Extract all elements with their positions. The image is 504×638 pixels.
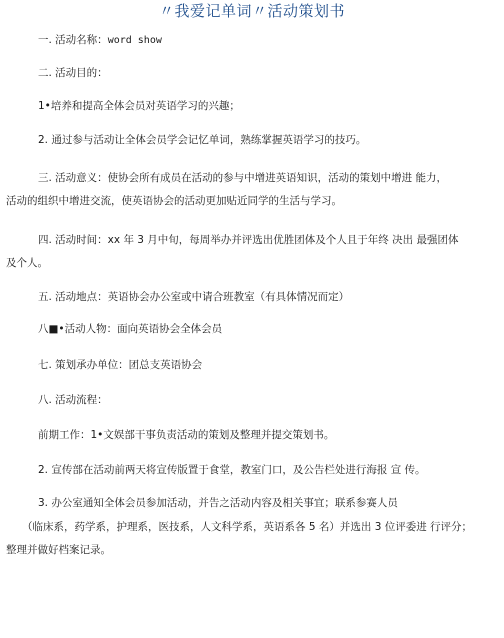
section-4-time-line-1: 四. 活动时间：xx 年 3 月中旬，每周举办并评选出优胜团体及个人且于年终 决出 最强团体 xyxy=(38,234,459,246)
purpose-item-1: 1•培养和提高全体会员对英语学习的兴趣； xyxy=(38,100,240,112)
section-4-time-line-2: 及个人。 xyxy=(6,257,48,269)
section-2-purpose: 二. 活动目的： xyxy=(38,67,108,79)
section-5-location: 五. 活动地点：英语协会办公室或中请合班教室（有具体情况而定） xyxy=(38,291,350,303)
section-3-significance-line-2: 活动的组织中增进交流，使英语协会的活动更加贴近同学的生活与学习。 xyxy=(6,195,342,207)
section-1-label: 一. 活动名称： xyxy=(38,34,108,46)
section-1-activity-name xyxy=(38,33,162,48)
section-7-organizer: 七. 策划承办单位：团总支英语协会 xyxy=(38,359,203,371)
document-title: 〃我爱记单词〃活动策划书 xyxy=(158,2,345,20)
purpose-item-2: 2. 通过参与活动让全体会员学会记忆单词，熟练掌握英语学习的技巧。 xyxy=(38,134,367,146)
section-3-significance-line-1: 三. 活动意义：使协会所有成员在活动的参与中增进英语知识，活动的策划中增进 能力， xyxy=(38,172,448,184)
process-preparation: 前期工作：1•文娱部干事负责活动的策划及整理并提交策划书。 xyxy=(38,429,335,441)
activity-name-value: word show xyxy=(107,35,162,46)
section-6-participants: 八■•活动人物：面向英语协会全体会员 xyxy=(38,323,223,335)
process-notice-line-2: （临床系，药学系，护理系，医技系，人文科学系，英语系各 5 名）并选出 3 位评委进 行评分； xyxy=(22,521,473,533)
process-notice-line-3: 整理并做好档案记录。 xyxy=(6,544,111,556)
process-publicity: 2. 宣传部在活动前两天将宣传版置于食堂，教室门口，及公告栏处进行海报 宣 传。 xyxy=(38,464,426,476)
section-8-process: 八. 活动流程： xyxy=(38,394,108,406)
process-notice-line-1: 3. 办公室通知全体会员参加活动，并告之活动内容及相关事宜；联系参赛人员 xyxy=(38,497,398,509)
